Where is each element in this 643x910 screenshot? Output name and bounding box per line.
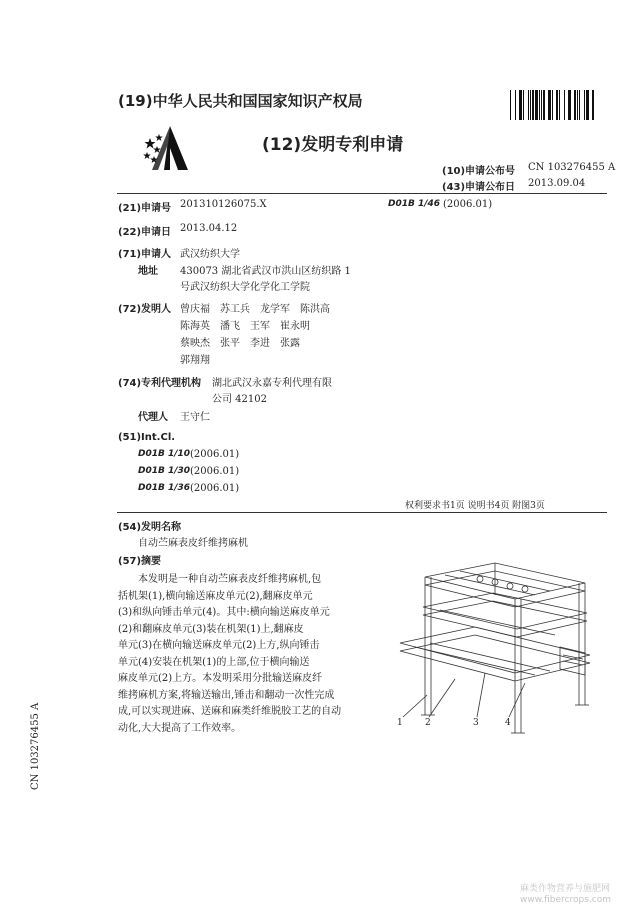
publication-date-label: (43)申请公布日 <box>442 182 516 193</box>
agency-line-1: 湖北武汉永嘉专利代理有限 <box>212 378 332 389</box>
ipc-main-code: D01B 1/46 <box>388 199 441 209</box>
agent: 王守仁 <box>180 412 210 423</box>
abstract-line: 本发明是一种自动苎麻表皮纤维拷麻机,包 <box>138 574 322 585</box>
inventor: 陈海英 <box>180 321 210 332</box>
publication-number-label: (10)申请公布号 <box>442 166 516 177</box>
barcode <box>510 90 608 120</box>
application-number-label: (21)申请号 <box>118 203 172 214</box>
cnipa-logo <box>142 122 197 174</box>
filing-date: 2013.04.12 <box>180 223 238 234</box>
intcl-code: D01B 1/36 <box>138 483 191 493</box>
machine-drawing <box>385 555 610 745</box>
document-type: (12)发明专利申请 <box>262 135 404 155</box>
figure-label: 1 <box>397 718 403 728</box>
figure-label: 4 <box>505 718 511 728</box>
intcl-version: (2006.01) <box>190 483 240 494</box>
address-line-2: 号武汉纺织大学化学化工学院 <box>180 282 310 293</box>
abstract-line: 括机架(1),横向输送麻皮单元(2),翻麻皮单元 <box>118 590 313 602</box>
abstract-line: (2)和翻麻皮单元(3)装在机架(1)上,翻麻皮 <box>118 623 304 635</box>
inventor: 郭翔翔 <box>180 355 210 366</box>
inventor: 蔡映杰 <box>180 338 210 349</box>
abstract-line: 动化,大大提高了工作效率。 <box>118 722 242 734</box>
page-count: 权利要求书1页 说明书4页 附图3页 <box>405 501 545 511</box>
inventor: 张平 <box>220 338 240 349</box>
inventor: 苏工兵 <box>220 304 250 315</box>
applicant-label: (71)申请人 <box>118 249 172 260</box>
abstract-line: 成,可以实现进麻、送麻和麻类纤维脱胶工艺的自动 <box>118 706 342 717</box>
figure-label: 2 <box>425 718 431 728</box>
application-number: 201310126075.X <box>180 199 267 210</box>
biblio-divider <box>117 512 607 513</box>
agency-line-2: 公司 42102 <box>212 394 267 405</box>
abstract-line: 单元(4)安装在机架(1)的上部,位于横向输送 <box>118 656 310 668</box>
address-line-1: 430073 湖北省武汉市洪山区纺织路 1 <box>180 266 351 277</box>
inventor: 崔永明 <box>280 321 310 332</box>
applicant: 武汉纺织大学 <box>180 249 240 260</box>
figure-label: 3 <box>473 718 479 728</box>
side-publication-number: CN 103276455 A <box>30 702 41 790</box>
abstract-line: 麻皮单元(2)上方。本发明采用分批输送麻皮纤 <box>118 673 323 684</box>
agency-label: (74)专利代理机构 <box>118 378 202 389</box>
abstract-text <box>118 572 341 737</box>
publication-number: CN 103276455 A <box>528 162 616 173</box>
inventor-label: (72)发明人 <box>118 304 172 315</box>
inventor: 王军 <box>250 321 270 332</box>
inventor-row <box>180 300 340 315</box>
inventor-row <box>180 334 310 349</box>
inventor-row <box>180 351 220 366</box>
abstract-line: 维拷麻机方案,将输送输出,锤击和翻动一次性完成 <box>118 689 335 701</box>
abstract-label: (57)摘要 <box>118 556 162 567</box>
intcl-code: D01B 1/10 <box>138 449 191 459</box>
inventor: 陈洪高 <box>300 304 330 315</box>
agent-label: 代理人 <box>138 412 168 423</box>
title-label: (54)发明名称 <box>118 522 182 533</box>
ipc-main-version: (2006.01) <box>443 199 493 210</box>
inventor: 曾庆福 <box>180 304 210 315</box>
inventor: 李进 <box>250 338 270 349</box>
intcl-code: D01B 1/30 <box>138 466 191 476</box>
watermark: 麻类作物营养与施肥网 www.fibercrops.com <box>520 884 611 905</box>
inventor: 龙学军 <box>260 304 290 315</box>
header-divider <box>117 193 607 194</box>
invention-title: 自动苎麻表皮纤维拷麻机 <box>138 538 248 549</box>
inventor: 张露 <box>280 338 300 349</box>
intcl-version: (2006.01) <box>190 449 240 460</box>
inventor-row <box>180 317 320 332</box>
inventor: 潘飞 <box>220 321 240 332</box>
intcl-label: (51)Int.Cl. <box>118 432 176 443</box>
publication-date: 2013.09.04 <box>528 178 586 189</box>
abstract-line: 单元(3)在横向输送麻皮单元(2)上方,纵向锤击 <box>118 640 320 651</box>
filing-date-label: (22)申请日 <box>118 227 172 238</box>
office-name: (19)中华人民共和国国家知识产权局 <box>118 92 363 110</box>
abstract-line: (3)和纵向锤击单元(4)。其中:横向输送麻皮单元 <box>118 607 330 618</box>
intcl-version: (2006.01) <box>190 466 240 477</box>
address-label: 地址 <box>138 266 158 277</box>
